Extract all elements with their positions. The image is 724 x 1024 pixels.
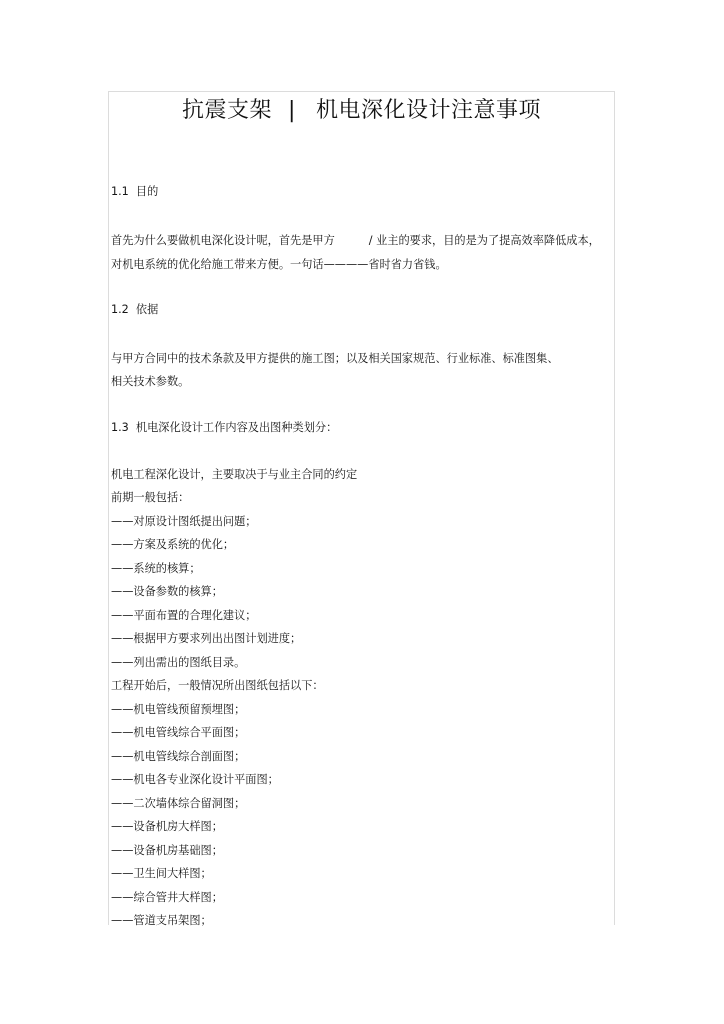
list-item: ——二次墙体综合留洞图；	[111, 797, 246, 810]
list-item: ——平面布置的合理化建议；	[111, 609, 257, 622]
intro-line: 机电工程深化设计，主要取决于与业主合同的约定	[111, 468, 358, 481]
title-separator: |	[288, 98, 296, 123]
section-heading-1-3: 1.3 机电深化设计工作内容及出图种类划分：	[111, 421, 338, 434]
list-item: ——设备参数的核算；	[111, 585, 223, 598]
list-item: ——机电管线预留预埋图；	[111, 703, 246, 716]
early-stage-label: 前期一般包括：	[111, 491, 190, 504]
paragraph-text: 首先为什么要做机电深化设计呢，首先是甲方	[111, 234, 335, 247]
construction-stage-label: 工程开始后，一般情况所出图纸包括以下：	[111, 679, 324, 692]
section-heading-1-1: 1.1 目的	[111, 185, 159, 198]
list-item: ——设备机房大样图；	[111, 820, 223, 833]
list-item: ——机电管线综合剖面图；	[111, 750, 246, 763]
document-page	[108, 91, 615, 925]
list-item: ——卫生间大样图；	[111, 867, 212, 880]
paragraph-text: / 业主的要求，目的是为了提高效率降低成本，	[368, 234, 600, 247]
paragraph-line: 相关技术参数。	[111, 375, 190, 388]
section-heading-1-2: 1.2 依据	[111, 303, 159, 316]
list-item: ——管道支吊架图；	[111, 914, 212, 927]
paragraph-line: 对机电系统的优化给施工带来方便。一句话————省时省力省钱。	[111, 258, 447, 271]
list-item: ——系统的核算；	[111, 562, 201, 575]
list-item: ——根据甲方要求列出出图计划进度；	[111, 632, 302, 645]
document-title	[109, 98, 614, 124]
list-item: ——机电各专业深化设计平面图；	[111, 773, 279, 786]
paragraph-line: 与甲方合同中的技术条款及甲方提供的施工图；以及相关国家规范、行业标准、标准图集、	[111, 352, 559, 365]
list-item: ——方案及系统的优化；	[111, 538, 235, 551]
list-item: ——设备机房基础图；	[111, 844, 223, 857]
list-item: ——对原设计图纸提出问题；	[111, 515, 257, 528]
title-right: 机电深化设计注意事项	[315, 98, 541, 123]
paragraph-line	[111, 234, 600, 248]
list-item: ——列出需出的图纸目录。	[111, 656, 246, 669]
list-item: ——机电管线综合平面图；	[111, 726, 246, 739]
list-item: ——综合管井大样图；	[111, 891, 223, 904]
title-left: 抗震支架	[182, 98, 273, 123]
